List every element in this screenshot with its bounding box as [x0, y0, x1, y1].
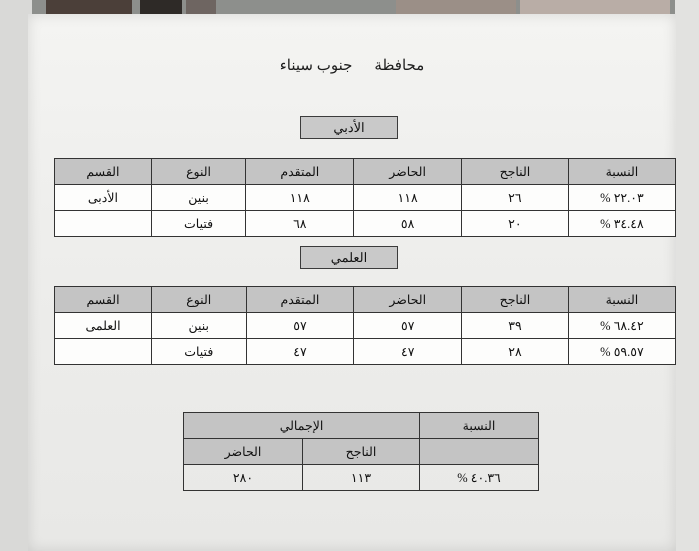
header-applied: المتقدم	[246, 287, 354, 313]
table-summary	[183, 412, 539, 491]
summary-value-row	[184, 465, 539, 491]
paper-sheet	[28, 14, 676, 551]
summary-subheader-row	[184, 439, 539, 465]
table-row	[55, 339, 676, 365]
table-header-row	[55, 159, 676, 185]
section-label-scientific: العلمي	[300, 246, 398, 269]
summary-header-present: الحاضر	[184, 439, 303, 465]
cell-type: بنين	[151, 185, 246, 211]
summary-header-total: الإجمالي	[184, 413, 420, 439]
section-label-literary: الأدبي	[300, 116, 398, 139]
summary-header-percentage: النسبة	[420, 413, 539, 439]
cell-passed: ٢٨	[462, 339, 569, 365]
page-title-main: جنوب سيناء	[279, 58, 353, 74]
header-percentage: النسبة	[568, 287, 675, 313]
table-scientific	[54, 286, 676, 365]
cell-type: فتيات	[152, 339, 246, 365]
cell-present: ٥٨	[354, 211, 462, 237]
table-row	[55, 313, 676, 339]
cell-applied: ٦٨	[246, 211, 354, 237]
cell-applied: ٤٧	[246, 339, 354, 365]
cell-division	[55, 211, 152, 237]
header-type: النوع	[151, 159, 246, 185]
cell-division: الأدبى	[55, 185, 152, 211]
cell-applied: ٥٧	[246, 313, 354, 339]
cell-percentage: ٦٨.٤٢ %	[568, 313, 675, 339]
header-passed: الناجح	[461, 159, 568, 185]
cell-division: العلمى	[55, 313, 152, 339]
cell-type: بنين	[152, 313, 246, 339]
page-title	[28, 56, 676, 75]
header-present: الحاضر	[354, 287, 462, 313]
header-division: القسم	[55, 159, 152, 185]
table-literary	[54, 158, 676, 237]
cell-percentage: ٢٢.٠٣ %	[568, 185, 675, 211]
summary-value-present: ٢٨٠	[184, 465, 303, 491]
header-applied: المتقدم	[246, 159, 354, 185]
page-title-prefix: محافظة	[374, 58, 425, 74]
cell-applied: ١١٨	[246, 185, 354, 211]
header-present: الحاضر	[354, 159, 462, 185]
cell-percentage: ٥٩.٥٧ %	[568, 339, 675, 365]
cell-present: ١١٨	[354, 185, 462, 211]
header-passed: الناجح	[462, 287, 569, 313]
cell-passed: ٣٩	[462, 313, 569, 339]
header-percentage: النسبة	[568, 159, 675, 185]
photo-background-right	[675, 0, 699, 551]
summary-value-passed: ١١٣	[303, 465, 420, 491]
cell-passed: ٢٠	[461, 211, 568, 237]
summary-value-percentage: ٤٠.٣٦ %	[420, 465, 539, 491]
summary-header-passed: الناجح	[303, 439, 420, 465]
table-header-row	[55, 287, 676, 313]
header-division: القسم	[55, 287, 152, 313]
summary-block	[183, 412, 539, 491]
cell-present: ٤٧	[354, 339, 462, 365]
cell-passed: ٢٦	[461, 185, 568, 211]
cell-percentage: ٣٤.٤٨ %	[568, 211, 675, 237]
cell-division	[55, 339, 152, 365]
header-type: النوع	[152, 287, 246, 313]
cell-present: ٥٧	[354, 313, 462, 339]
cell-type: فتيات	[151, 211, 246, 237]
table-row	[55, 211, 676, 237]
table-row	[55, 185, 676, 211]
summary-blank-cell	[420, 439, 539, 465]
summary-header-row	[184, 413, 539, 439]
